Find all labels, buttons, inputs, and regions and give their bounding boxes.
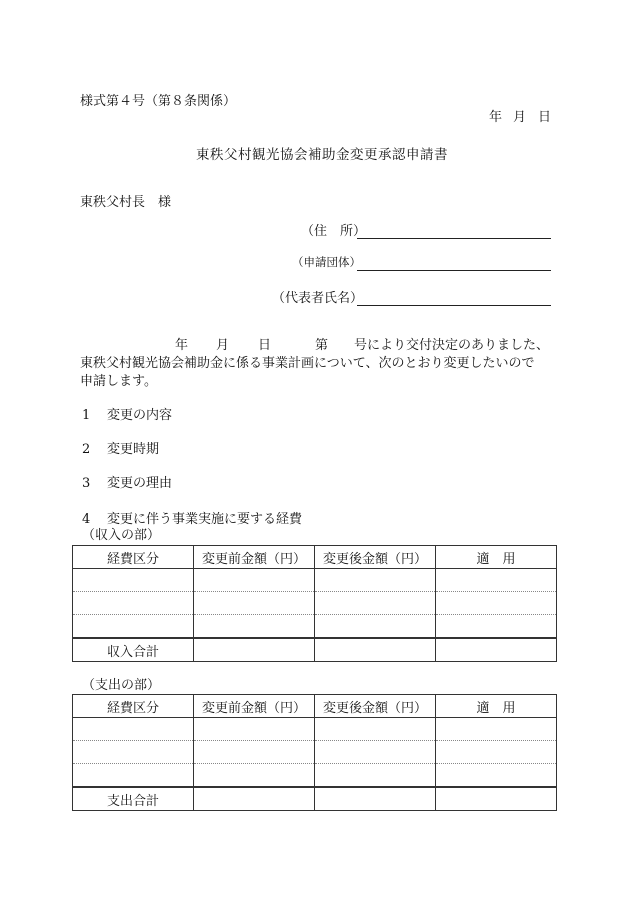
table-cell[interactable] xyxy=(315,592,436,615)
table-cell[interactable] xyxy=(436,787,557,811)
income-caption: （収入の部） xyxy=(82,528,161,543)
table-header-row xyxy=(73,695,557,718)
table-cell[interactable] xyxy=(436,569,557,592)
table-cell[interactable] xyxy=(436,638,557,662)
header-category: 経費区分 xyxy=(73,695,194,718)
date-day: 日 xyxy=(538,110,552,125)
table-cell[interactable] xyxy=(73,615,194,639)
table-row xyxy=(73,764,557,788)
table-cell[interactable] xyxy=(194,764,315,788)
table-cell[interactable] xyxy=(73,569,194,592)
item-text: 変更の理由 xyxy=(107,476,173,491)
item-number: 3 xyxy=(82,476,91,491)
item-number: 2 xyxy=(82,442,91,457)
representative-field[interactable] xyxy=(357,305,551,306)
table-cell[interactable] xyxy=(194,615,315,639)
table-cell[interactable] xyxy=(73,741,194,764)
group-field[interactable] xyxy=(357,270,551,271)
table-header-row xyxy=(73,546,557,569)
table-row xyxy=(73,592,557,615)
header-before-amount: 変更前金額（円） xyxy=(194,546,315,569)
expense-caption: （支出の部） xyxy=(82,678,161,693)
body-rest: 号により交付決定のありました、 xyxy=(354,338,550,353)
addressee: 東秩父村長 様 xyxy=(80,195,172,210)
header-after-amount: 変更後金額（円） xyxy=(315,546,436,569)
table-cell[interactable] xyxy=(73,764,194,788)
item-text: 変更の内容 xyxy=(107,408,173,423)
item-number: 1 xyxy=(82,408,91,423)
group-label: （申請団体） xyxy=(292,255,361,269)
form-number: 様式第４号（第８条関係） xyxy=(80,94,237,109)
table-cell[interactable] xyxy=(436,741,557,764)
expense-table xyxy=(72,694,557,811)
table-cell[interactable] xyxy=(315,764,436,788)
total-label: 収入合計 xyxy=(73,638,194,662)
address-label: （住 所） xyxy=(301,224,367,239)
table-row xyxy=(73,615,557,639)
table-cell[interactable] xyxy=(194,592,315,615)
table-cell[interactable] xyxy=(194,638,315,662)
table-cell[interactable] xyxy=(436,718,557,741)
table-cell[interactable] xyxy=(315,787,436,811)
representative-label: （代表者氏名） xyxy=(272,291,364,306)
table-cell[interactable] xyxy=(315,638,436,662)
item-number: 4 xyxy=(82,512,91,527)
header-remarks: 適 用 xyxy=(436,695,557,718)
total-label: 支出合計 xyxy=(73,787,194,811)
table-cell[interactable] xyxy=(194,718,315,741)
table-cell[interactable] xyxy=(73,592,194,615)
table-row xyxy=(73,718,557,741)
table-cell[interactable] xyxy=(315,741,436,764)
table-total-row xyxy=(73,787,557,811)
table-cell[interactable] xyxy=(436,764,557,788)
income-table xyxy=(72,545,557,662)
address-field[interactable] xyxy=(357,238,551,239)
table-cell[interactable] xyxy=(315,718,436,741)
table-cell[interactable] xyxy=(436,615,557,639)
body-line-3: 申請します。 xyxy=(80,374,157,389)
table-cell[interactable] xyxy=(194,569,315,592)
body-year: 年 xyxy=(175,338,189,353)
header-category: 経費区分 xyxy=(73,546,194,569)
table-cell[interactable] xyxy=(73,718,194,741)
item-text: 変更に伴う事業実施に要する経費 xyxy=(107,512,303,527)
document-title: 東秩父村観光協会補助金変更承認申請書 xyxy=(196,147,448,163)
body-dai: 第 xyxy=(315,338,329,353)
header-after-amount: 変更後金額（円） xyxy=(315,695,436,718)
body-day: 日 xyxy=(258,338,272,353)
table-row xyxy=(73,569,557,592)
table-total-row xyxy=(73,638,557,662)
body-line-2: 東秩父村観光協会補助金に係る事業計画について、次のとおり変更したいので xyxy=(80,356,535,371)
table-cell[interactable] xyxy=(436,592,557,615)
table-cell[interactable] xyxy=(315,569,436,592)
table-row xyxy=(73,741,557,764)
date-year: 年 xyxy=(489,110,503,125)
item-text: 変更時期 xyxy=(107,442,160,457)
header-remarks: 適 用 xyxy=(436,546,557,569)
body-month: 月 xyxy=(216,338,230,353)
table-cell[interactable] xyxy=(315,615,436,639)
header-before-amount: 変更前金額（円） xyxy=(194,695,315,718)
table-cell[interactable] xyxy=(194,787,315,811)
date-month: 月 xyxy=(513,110,527,125)
table-cell[interactable] xyxy=(194,741,315,764)
